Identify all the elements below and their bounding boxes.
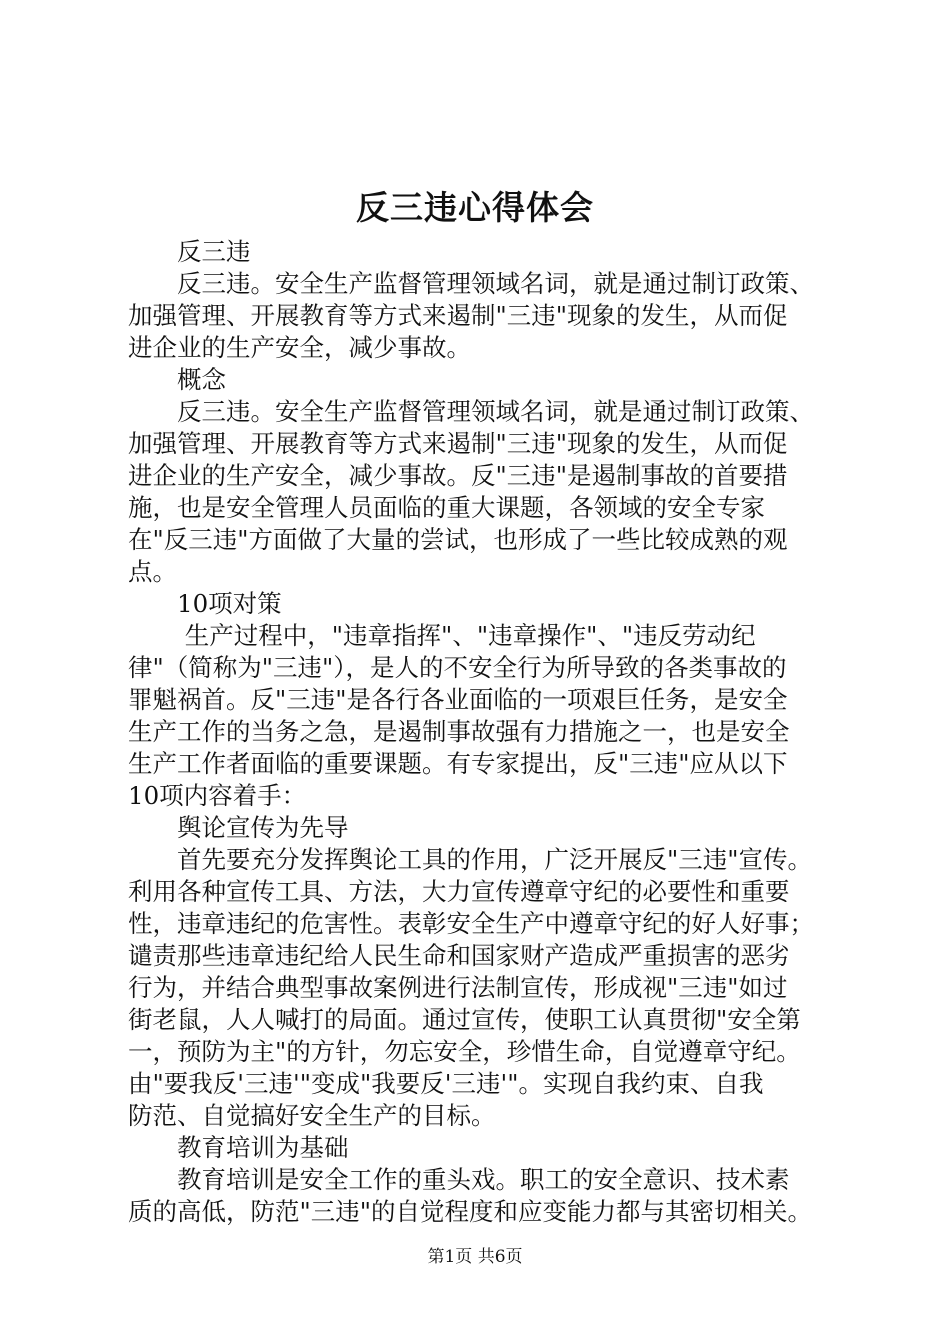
page-footer: 第1页 共6页 — [427, 1247, 523, 1267]
text-line: 首先要充分发挥舆论工具的作用，广泛开展反"三违"宣传。 — [128, 845, 813, 874]
text-line: 生产工作者面临的重要课题。有专家提出，反"三违"应从以下 — [128, 749, 788, 778]
text-line: 谴责那些违章违纪给人民生命和国家财产造成严重损害的恶劣 — [128, 941, 790, 970]
text-line: 施，也是安全管理人员面临的重大课题，各领域的安全专家 — [128, 493, 765, 522]
text-line: 质的高低，防范"三违"的自觉程度和应变能力都与其密切相关。 — [128, 1197, 813, 1226]
text-line: 利用各种宣传工具、方法，大力宣传遵章守纪的必要性和重要 — [128, 877, 790, 906]
text-line: 由"要我反'三违'"变成"我要反'三违'"。实现自我约束、自我 — [128, 1069, 764, 1098]
text-line: 10项对策 — [128, 589, 282, 618]
text-line: 律"（简称为"三违"），是人的不安全行为所导致的各类事故的 — [128, 653, 787, 682]
text-line: 反三违。安全生产监督管理领域名词，就是通过制订政策、 — [128, 397, 814, 426]
text-line: 街老鼠，人人喊打的局面。通过宣传，使职工认真贯彻"安全第 — [128, 1005, 801, 1034]
text-line: 舆论宣传为先导 — [128, 813, 349, 842]
text-line: 概念 — [128, 365, 226, 394]
text-line: 10项内容着手： — [128, 781, 307, 810]
text-line: 进企业的生产安全，减少事故。反"三违"是遏制事故的首要措 — [128, 461, 788, 490]
text-line: 防范、自觉搞好安全生产的目标。 — [128, 1101, 496, 1130]
document-body — [128, 236, 834, 1228]
text-line: 加强管理、开展教育等方式来遏制"三违"现象的发生，从而促 — [128, 429, 788, 458]
text-line: 行为，并结合典型事故案例进行法制宣传，形成视"三违"如过 — [128, 973, 788, 1002]
text-line: 生产过程中，"违章指挥"、"违章操作"、"违反劳动纪 — [128, 621, 756, 650]
text-line: 教育培训为基础 — [128, 1133, 349, 1162]
text-line: 生产工作的当务之急，是遏制事故强有力措施之一，也是安全 — [128, 717, 790, 746]
text-line: 罪魁祸首。反"三违"是各行各业面临的一项艰巨任务，是安全 — [128, 685, 788, 714]
text-line: 进企业的生产安全，减少事故。 — [128, 333, 471, 362]
text-line: 反三违。安全生产监督管理领域名词，就是通过制订政策、 — [128, 269, 814, 298]
text-line: 在"反三违"方面做了大量的尝试，也形成了一些比较成熟的观 — [128, 525, 788, 554]
text-line: 反三违 — [128, 237, 251, 266]
text-line: 加强管理、开展教育等方式来遏制"三违"现象的发生，从而促 — [128, 301, 788, 330]
text-line: 教育培训是安全工作的重头戏。职工的安全意识、技术素 — [128, 1165, 790, 1194]
document-title: 反三违心得体会 — [356, 188, 594, 227]
text-line: 性，违章违纪的危害性。表彰安全生产中遵章守纪的好人好事； — [128, 909, 814, 938]
text-line: 一，预防为主"的方针，勿忘安全，珍惜生命，自觉遵章守纪。 — [128, 1037, 801, 1066]
text-line: 点。 — [128, 557, 177, 586]
